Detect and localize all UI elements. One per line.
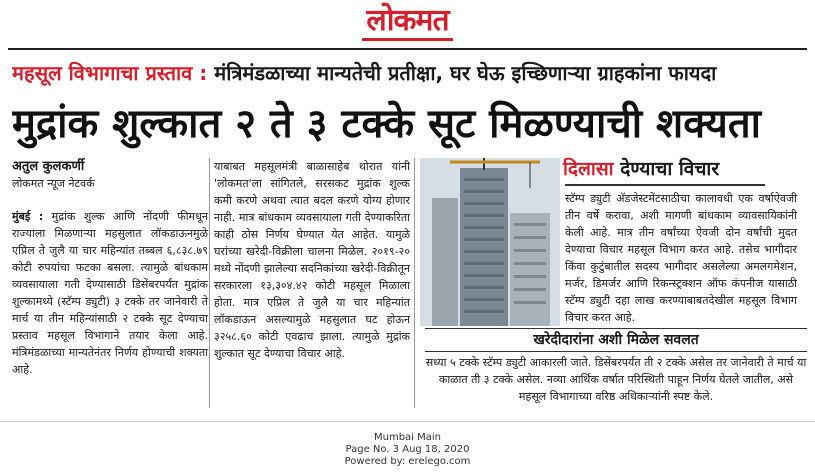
byline-org: लोकमत न्यूज नेटवर्क <box>12 177 95 190</box>
sidebox-title-rest: देण्याचा विचार <box>620 158 720 180</box>
footer-page-date: Page No. 3 Aug 18, 2020 <box>345 444 470 455</box>
headline: मुद्रांक शुल्कात २ ते ३ टक्के सूट मिळण्याची शक्यता <box>12 101 762 147</box>
sidebox-title-highlight: दिलासा <box>563 158 614 180</box>
footer-divider <box>0 421 815 422</box>
column-2-text: याबाबत महसूलमंत्री बाळासाहेब थोरात यांनी 'लोकमत'ला सांगितले, सरसकट मुद्रांक शुल्क कमी करणे अथवा त्यात बदल करणे योग्य होणार नाही. मात्र बांधकाम व्यवसायाला गती देण्याकरिता काही ठोस निर्णय घेण्यात येत आहेत. यामुळे घरांच्या खरेदी-विक्रीला चालना मिळेल. २०१९-२० मध्ये नोंदणी झालेल्या सदनिकांच्या खरेदी-विक्रीतून सरकारला १३,३०४.४२ कोटी महसूल मिळाला होता. मात्र एप्रिल ते जुलै या चार महिन्यांत लॉकडाऊन असल्यामुळे महसुलात घट होऊन ३२५८.६० कोटी एवढाच झाला. त्यामुळे मुद्रांक शुल्कात सूट देण्याचा विचार आहे. <box>214 160 410 360</box>
byline <box>12 158 202 192</box>
article-column-1 <box>12 208 208 408</box>
sidebox-underline <box>565 184 765 186</box>
subsection-title: खरेदीदारांना अशी मिळेल सवलत <box>425 328 807 352</box>
byline-name: अतुल कुलकर्णी <box>12 159 85 174</box>
footer-edition: Mumbai Main <box>373 432 441 443</box>
lokmat-logo: लोकमत <box>362 4 452 41</box>
dateline: मुंबई : <box>12 210 44 223</box>
masthead-divider <box>8 48 807 50</box>
kicker-text: मंत्रिमंडळाच्या मान्यतेची प्रतीक्षा, घर घेऊ इच्छिणाऱ्या ग्राहकांना फायदा <box>214 61 717 85</box>
column-divider <box>209 158 210 408</box>
kicker-label: महसूल विभागाचा प्रस्ताव : <box>12 61 208 85</box>
construction-building-image <box>420 158 560 326</box>
article-column-2 <box>214 158 410 408</box>
footer-powered-by[interactable]: Powered by: erelego.com <box>344 456 471 467</box>
sidebox-text: स्टॅम्प ड्युटी अ‍ॅडजेस्टमेंटसाठीचा कालावधी एक वर्षाऐवजी तीन वर्षे करावा, अशी मागणी बांधकाम व्यावसायिकांनी केली आहे. मात्र तीन वर्षांच्या ऐवजी दोन वर्षांची मुदत देण्याचा विचार महसूल विभाग करत आहे. तसेच भागीदार किंवा कुटुंबातील सदस्य भागीदार असलेल्या अमलगमेशन, मर्जर, डिमर्जर आणि रिकन्स्ट्रक्शन ऑफ कंपनीज यासाठी स्टॅम्प ड्युटी दहा लाख करण्याबाबतदेखील महसूल विभाग विचार करत आहे. <box>565 192 797 324</box>
kicker <box>12 58 807 88</box>
building-photo <box>420 158 560 326</box>
footer <box>0 432 815 468</box>
masthead <box>0 4 815 41</box>
sidebox-title <box>563 154 719 184</box>
column-1-text: मुद्रांक शुल्क आणि नोंदणी फीमधून राज्याला मिळणाऱ्या महसुलात लॉकडाऊनमुळे एप्रिल ते जुलै या चार महिन्यांत तब्बल ६,८३८.७९ कोटी रुपयांचा फटका बसला. त्यामुळे बांधकाम व्यवसायाला गती देण्यासाठी डिसेंबरपर्यंत मुद्रांक शुल्कामध्ये (स्टॅम्प ड्युटी) ३ टक्के तर जानेवारी ते मार्च या तीन महिन्यांसाठी २ टक्के सूट देण्याचा प्रस्ताव महसूल विभागाने तयार केला आहे. मंत्रिमंडळाच्या मान्यतेनंतर निर्णय होण्याची शक्यता आहे. <box>12 210 208 376</box>
subsection-text: सध्या ५ टक्के स्टॅम्प ड्युटी आकारली जाते. डिसेंबरपर्यंत ती २ टक्के असेल तर जानेवारी ते मार्च या काळात ती ३ टक्के असेल. नव्या आर्थिक वर्षात परिस्थिती पाहून निर्णय घेतले जातील, असे महसूल विभागाच्या वरिष्ठ अधिकाऱ्यांनी स्पष्ट केले. <box>425 356 807 403</box>
column-divider <box>414 158 415 408</box>
